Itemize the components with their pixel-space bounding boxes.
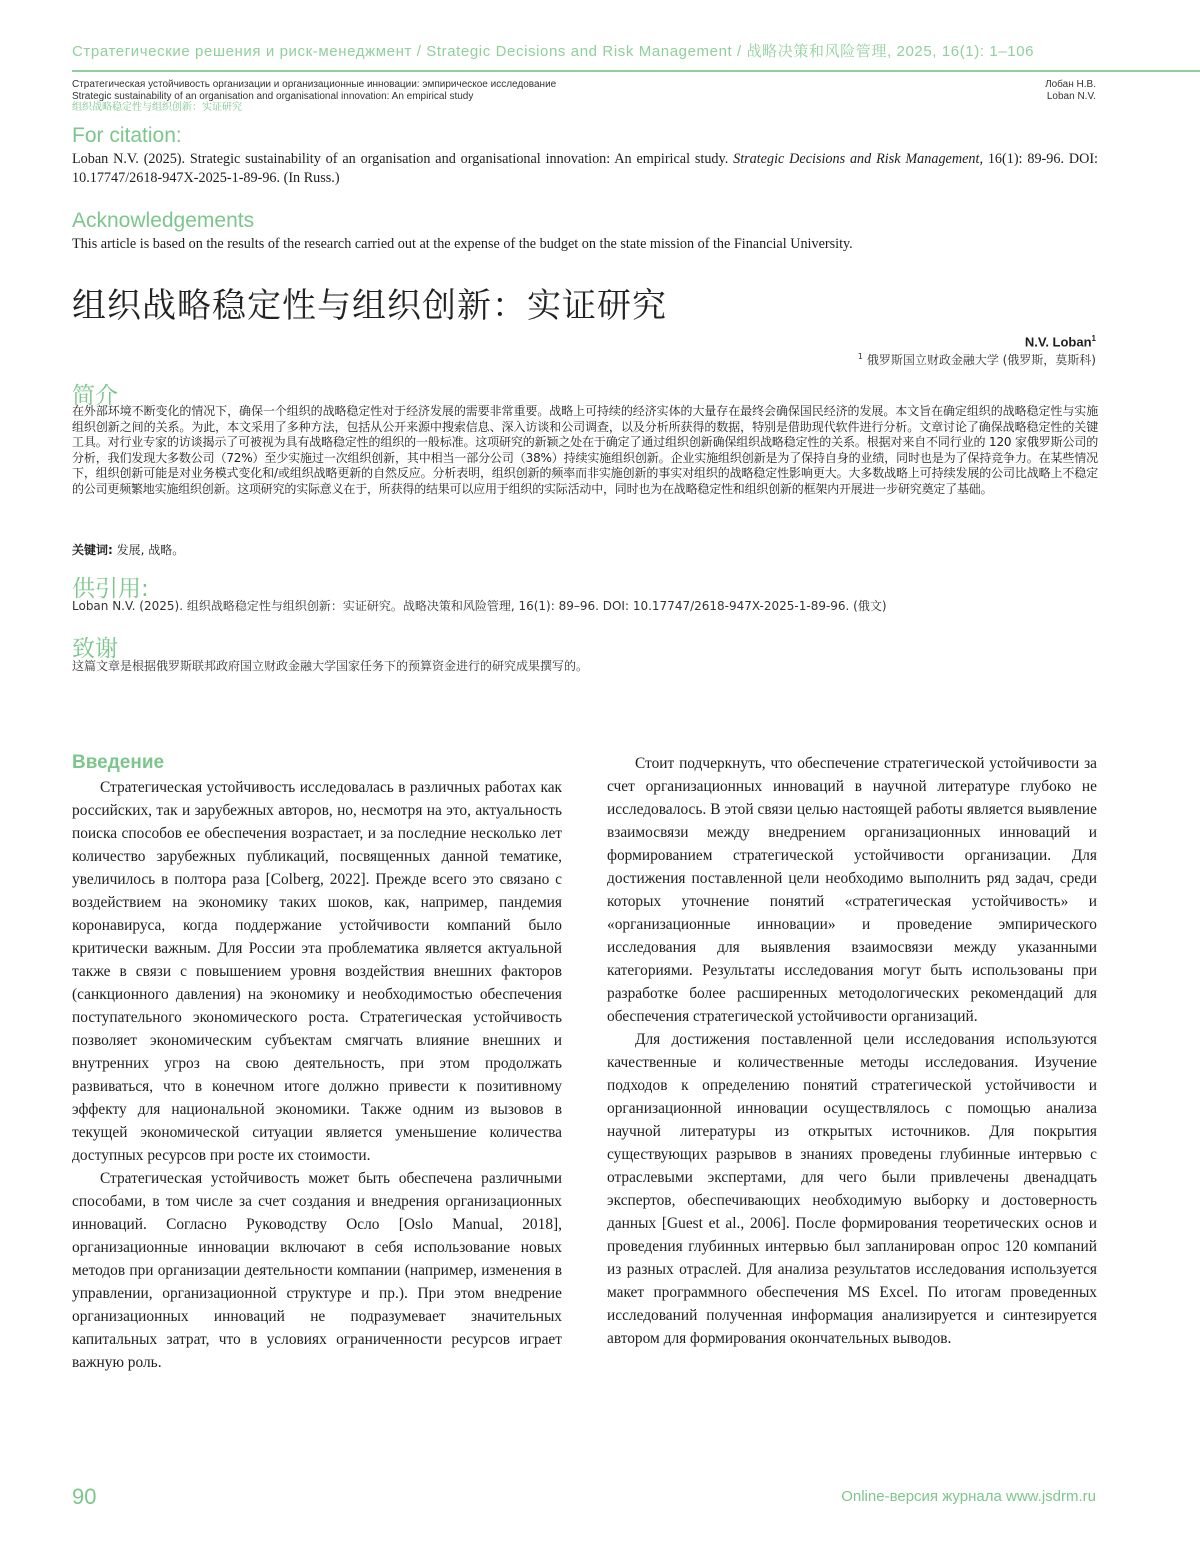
body-right-column bbox=[607, 752, 1097, 1350]
ack-zh-heading: 致谢 bbox=[72, 636, 118, 662]
citation-zh-text: Loban N.V. (2025). 组织战略稳定性与组织创新：实证研究。战略决策和风险管理, 16(1): 89–96. DOI: 10.17747/2618-947X-2025-1-89-96. (俄文) bbox=[72, 599, 887, 613]
page-title: 组织战略稳定性与组织创新：实证研究 bbox=[72, 286, 667, 326]
abstract-heading: 简介 bbox=[72, 383, 118, 409]
acknowledgements-text: This article is based on the results of the research carried out at the expense of the budget on the state mission of the Financial University. bbox=[72, 236, 853, 252]
running-title-zh: 组织战略稳定性与组织创新：实证研究 bbox=[72, 102, 242, 113]
citation-text-before: Loban N.V. (2025). Strategic sustainability of an organisation and organisational innovation: An empirical study. bbox=[72, 151, 734, 167]
author-affiliation bbox=[858, 351, 1096, 368]
running-title-en: Strategic sustainability of an organisation and organisational innovation: An empirical study bbox=[72, 90, 474, 102]
footer-site-link[interactable]: Online-версия журнала www.jsdrm.ru bbox=[841, 1488, 1096, 1505]
running-title bbox=[72, 79, 556, 114]
page-number: 90 bbox=[72, 1484, 97, 1509]
left-paragraph-2: Стратегическая устойчивость может быть обеспечена различными способами, в том числе за счет создания и внедрения организационных инноваций. Согласно Руководству Осло [Oslo Manual, 2018], организационные инновации включают в себя использование новых методов при организации деятельности компании (например, изменения в управлении, организационной структуре и пр.). При этом внедрение организационных инноваций не подразумевает значительных капитальных затрат, что в условиях ограниченности ресурсов играет важную роль. bbox=[72, 1170, 562, 1371]
citation-text-after: , 16(1): 89-96. DOI: 10.17747/2618-947X-2025-1-89-96. (In Russ.) bbox=[72, 151, 1098, 186]
journal-header: Стратегические решения и риск-менеджмент / Strategic Decisions and Risk Management / 战略决策和风险管理, 2025, 16(1): 1–106 bbox=[72, 43, 1035, 60]
keywords bbox=[72, 541, 184, 558]
citation-heading: For citation: bbox=[72, 124, 182, 147]
running-author-ru: Лобан Н.В. bbox=[1045, 79, 1096, 90]
intro-heading: Введение bbox=[72, 752, 165, 773]
citation-zh-heading: 供引用: bbox=[72, 576, 149, 602]
citation-journal: Strategic Decisions and Risk Management bbox=[733, 151, 980, 167]
running-author bbox=[1045, 79, 1096, 102]
right-paragraph-2: Для достижения поставленной цели исследования используются качественные и количественные методы исследования. Изучение подходов к определению понятий стратегической устойчивости и организационной инновации осуществлялось с помощью анализа научной литературы из открытых источников. Для покрытия существующих разрывов в знаниях проведены глубинные интервью с отраслевыми экспертами, для чего были привлечены двенадцать экспертов, обеспечивающих необходимую выборку и достоверность данных [Guest et al., 2006]. После формирования теоретических основ и проведения глубинных интервью был запланирован опрос 120 компаний из разных отраслей. Для анализа результатов исследования используется макет программного обеспечения MS Excel. По итогам проведенных исследований полученная информация анализируется и синтезируется автором для формирования окончательных выводов. bbox=[607, 1031, 1097, 1347]
header-rule bbox=[72, 70, 1200, 72]
running-author-en: Loban N.V. bbox=[1046, 90, 1096, 102]
left-paragraph-1: Стратегическая устойчивость исследовалась в различных работах как российских, так и зарубежных авторов, но, несмотря на это, актуальность поиска способов ее обеспечения возрастает, и за последние несколько лет количество зарубежных публикаций, посвященных данной тематике, увеличилось в полтора раза [Colberg, 2022]. Прежде всего это связано с воздействием на экономику таких шоков, как, например, пандемия коронавируса, когда поддержание устойчивости компаний было критически важным. Для России эта проблематика является актуальной также в связи с повышением уровня воздействия внешних факторов (санкционного давления) на экономику и необходимостью обеспечения поступательного экономического роста. Стратегическая устойчивость позволяет экономическим субъектам смягчать влияние внешних и внутренних угроз на свою деятельность, при этом продолжать развиваться, что в конечном итоге должно привести к позитивному эффекту для национальной экономики. Также одним из вызовов в текущей экономической ситуации является уменьшение количества доступных ресурсов при росте их стоимости. bbox=[72, 779, 562, 1164]
abstract-text: 在外部环境不断变化的情况下，确保一个组织的战略稳定性对于经济发展的需要非常重要。战略上可持续的经济实体的大量存在最终会确保国民经济的发展。本文旨在确定组织的战略稳定性与实施组织创新之间的关系。为此，本文采用了多种方法，包括从公开来源中搜索信息、深入访谈和公司调查，以及分析所获得的数据，特别是借助现代软件进行分析。文章讨论了确保战略稳定性的关键工具。对行业专家的访谈揭示了可被视为具有战略稳定性的组织的一般标准。这项研究的新颖之处在于确定了通过组织创新确保组织战略稳定性的关系。根据对来自不同行业的 120 家俄罗斯公司的分析，我们发现大多数公司（72%）至少实施过一次组织创新，其中相当一部分公司（38%）持续实施组织创新。企业实施组织创新是为了保持自身的业绩，同时也是为了保持竞争力。在某些情况下，组织创新可能是对业务模式变化和/或组织战略更新的自然反应。分析表明，组织创新的频率而非实施创新的事实对组织的战略稳定性影响更大。大多数战略上可持续发展的公司比战略上不稳定的公司更频繁地实施组织创新。这项研究的实际意义在于，所获得的结果可以应用于组织的实际活动中，同时也为在战略稳定性和组织创新的框架内开展进一步研究奠定了基础。 bbox=[72, 404, 1098, 496]
body-left-column bbox=[72, 752, 562, 1374]
affiliation-sup: 1 bbox=[857, 352, 863, 361]
ack-zh-text: 这篇文章是根据俄罗斯联邦政府国立财政金融大学国家任务下的预算资金进行的研究成果撰写的。 bbox=[72, 659, 589, 673]
author-name-text: N.V. Loban bbox=[1024, 334, 1092, 350]
right-paragraph-1: Стоит подчеркнуть, что обеспечение стратегической устойчивости за счет организационных инноваций в научной литературе глубоко не исследовалось. В этой связи целью настоящей работы является выявление взаимосвязи между внедрением организационных инноваций и формированием стратегической устойчивости организации. Для достижения поставленной цели необходимо выполнить ряд задач, среди которых уточнение понятий «стратегическая устойчивость» и «организационные инновации» и проведение эмпирического исследования для выявления взаимосвязи между указанными категориями. Результаты исследования могут быть использованы при разработке более расширенных методологических рекомендаций для обеспечения стратегической устойчивости организаций. bbox=[607, 755, 1097, 1025]
author-name bbox=[1025, 334, 1096, 349]
affiliation-text: 俄罗斯国立财政金融大学 (俄罗斯，莫斯科) bbox=[866, 353, 1096, 367]
citation-text bbox=[72, 150, 1098, 188]
keywords-label: 关键词: bbox=[72, 543, 113, 557]
running-title-ru: Стратегическая устойчивость организации и организационные инновации: эмпирическое исследование bbox=[72, 79, 557, 90]
author-sup: 1 bbox=[1091, 334, 1096, 343]
acknowledgements-heading: Acknowledgements bbox=[72, 209, 255, 232]
keywords-text: 发展, 战略。 bbox=[112, 543, 185, 557]
